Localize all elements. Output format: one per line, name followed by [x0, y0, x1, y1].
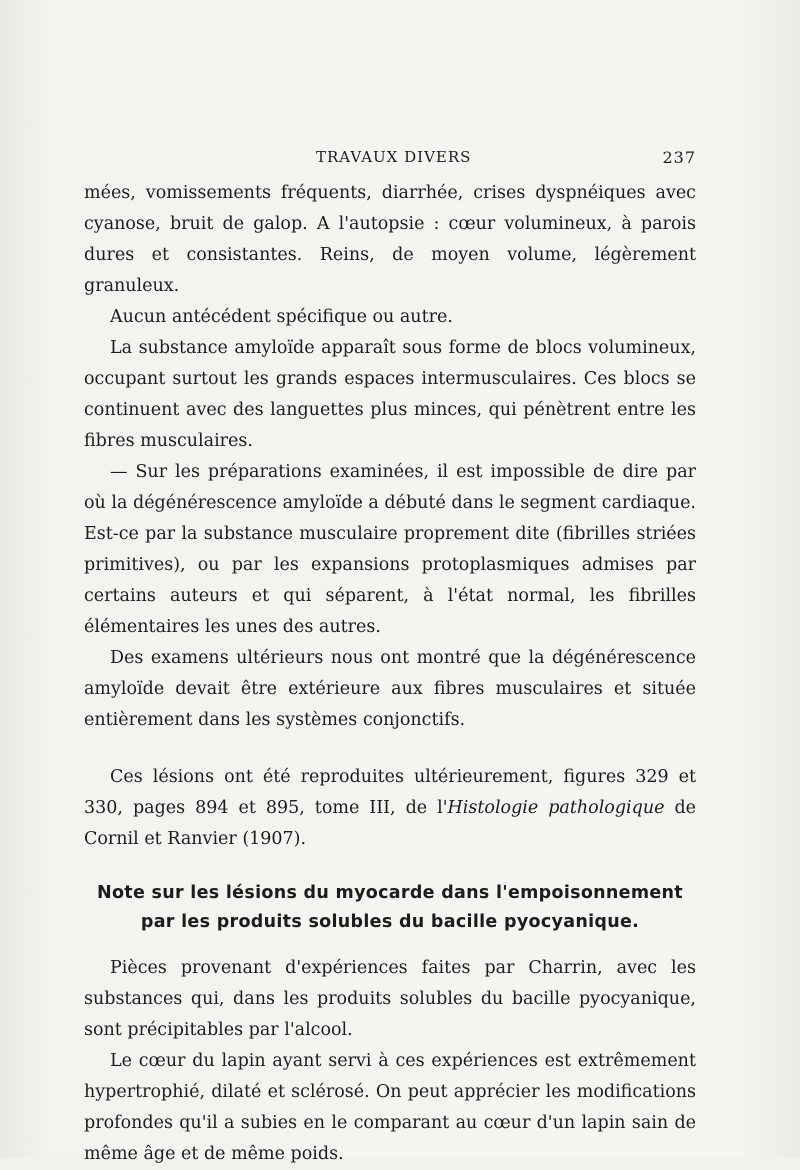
paragraph: Le cœur du lapin ayant servi à ces expériences est extrêmement hypertrophié, dilaté et sclérosé. On peut apprécier les modifications profondes qu'il a subies en le comparant au cœur d'un lapin sain de même âge et de même poids. [84, 1051, 696, 1164]
repro-text-before: Ces lésions ont été reproduites ultérieurement, figures 329 et 330, pages 894 et 895, tome III, de l' [84, 767, 696, 818]
paragraph-continuation: mées, vomissements fréquents, diarrhée, crises dyspnéiques avec cyanose, bruit de galop. A l'autopsie : cœur volumineux, à parois dures et consistantes. Reins, de moyen volume, légèrement granuleux. [84, 183, 696, 296]
paragraph: Aucun antécédent spécifique ou autre. [110, 307, 453, 327]
page-header [84, 148, 696, 172]
paragraph: Des examens ultérieurs nous ont montré que la dégénérescence amyloïde devait être extérieure aux fibres musculaires et située entièrement dans les systèmes conjonctifs. [84, 648, 696, 730]
running-title: TRAVAUX DIVERS [316, 148, 472, 166]
section-title-line-1: Note sur les lésions du myocarde dans l'empoisonnement [97, 883, 683, 903]
book-title: Histologie pathologique [447, 798, 665, 818]
reproduction-note [84, 762, 696, 855]
page-body [84, 178, 696, 1170]
page-number: 237 [662, 148, 696, 167]
section-title-line-2: par les produits solubles du bacille pyocyanique. [140, 912, 640, 932]
paragraph: La substance amyloïde apparaît sous forme de blocs volumineux, occupant surtout les grands espaces intermusculaires. Ces blocs se continuent avec des languettes plus minces, qui pénètrent entre les fibres musculaires. [84, 338, 696, 451]
paragraph: Pièces provenant d'expériences faites par Charrin, avec les substances qui, dans les produits solubles du bacille pyocyanique, sont précipitables par l'alcool. [84, 958, 696, 1040]
repro-text-after: de Cornil et Ranvier (1907). [84, 798, 697, 849]
paragraph: — Sur les préparations examinées, il est impossible de dire par où la dégénérescence amyloïde a débuté dans le segment cardiaque. Est-ce par la substance musculaire proprement dite (fibrilles striées primitives), ou par les expansions protoplasmiques admises par certains auteurs et qui séparent, à l'état normal, les fibrilles élémentaires les unes des autres. [84, 462, 696, 637]
